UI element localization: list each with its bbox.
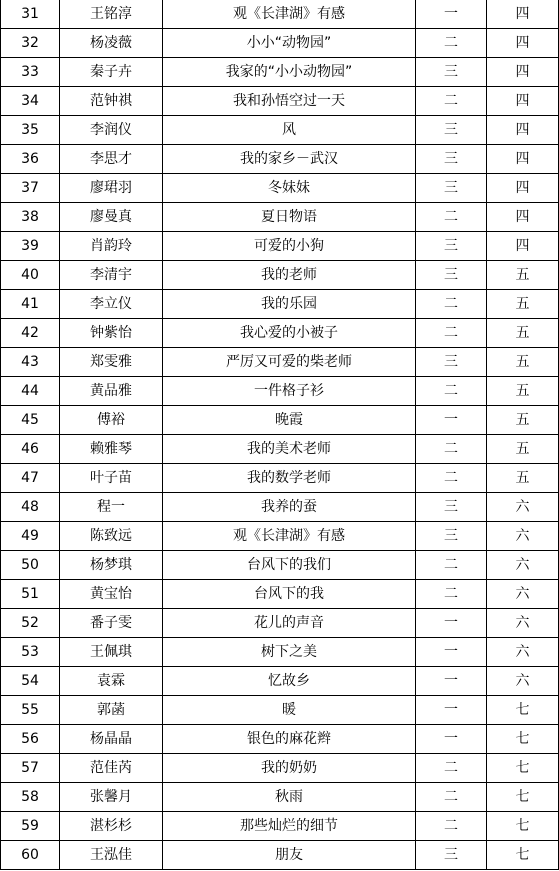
row-number-cell: 45 (1, 406, 60, 435)
award-level-cell: 二 (416, 290, 487, 319)
row-number-cell: 35 (1, 116, 60, 145)
essay-title-cell: 我养的蚕 (163, 493, 416, 522)
award-level-cell: 一 (416, 725, 487, 754)
essay-title-cell: 冬妹妹 (163, 174, 416, 203)
student-name-cell: 赖雅琴 (60, 435, 163, 464)
table-row (1, 522, 559, 551)
row-number-cell: 52 (1, 609, 60, 638)
essay-title-cell: 观《长津湖》有感 (163, 522, 416, 551)
essay-title-cell: 夏日物语 (163, 203, 416, 232)
essay-title-cell: 我的美术老师 (163, 435, 416, 464)
essay-title-cell: 忆故乡 (163, 667, 416, 696)
table-row (1, 464, 559, 493)
essay-title-cell: 我的数学老师 (163, 464, 416, 493)
table-row (1, 348, 559, 377)
award-level-cell: 三 (416, 348, 487, 377)
award-level-cell: 二 (416, 435, 487, 464)
award-level-cell: 二 (416, 464, 487, 493)
student-name-cell: 陈致远 (60, 522, 163, 551)
student-name-cell: 程一 (60, 493, 163, 522)
row-number-cell: 55 (1, 696, 60, 725)
award-level-cell: 三 (416, 116, 487, 145)
grade-cell: 四 (487, 203, 559, 232)
table-row (1, 696, 559, 725)
row-number-cell: 56 (1, 725, 60, 754)
row-number-cell: 33 (1, 58, 60, 87)
student-name-cell: 廖曼真 (60, 203, 163, 232)
table-row (1, 783, 559, 812)
essay-title-cell: 暖 (163, 696, 416, 725)
award-level-cell: 三 (416, 261, 487, 290)
award-level-cell: 三 (416, 232, 487, 261)
award-level-cell: 三 (416, 841, 487, 870)
award-level-cell: 三 (416, 174, 487, 203)
table-row (1, 551, 559, 580)
essay-title-cell: 树下之美 (163, 638, 416, 667)
essay-title-cell: 台风下的我 (163, 580, 416, 609)
grade-cell: 七 (487, 812, 559, 841)
grade-cell: 六 (487, 551, 559, 580)
grade-cell: 六 (487, 580, 559, 609)
grade-cell: 五 (487, 261, 559, 290)
essay-title-cell: 我的乐园 (163, 290, 416, 319)
award-level-cell: 三 (416, 145, 487, 174)
award-level-cell: 三 (416, 58, 487, 87)
student-name-cell: 傅裕 (60, 406, 163, 435)
table-row (1, 812, 559, 841)
grade-cell: 四 (487, 58, 559, 87)
student-name-cell: 廖珺羽 (60, 174, 163, 203)
student-name-cell: 湛杉杉 (60, 812, 163, 841)
grade-cell: 四 (487, 87, 559, 116)
award-level-cell: 一 (416, 406, 487, 435)
grade-cell: 六 (487, 667, 559, 696)
grade-cell: 六 (487, 522, 559, 551)
row-number-cell: 40 (1, 261, 60, 290)
grade-cell: 四 (487, 174, 559, 203)
award-level-cell: 二 (416, 203, 487, 232)
table-row (1, 580, 559, 609)
row-number-cell: 37 (1, 174, 60, 203)
student-name-cell: 钟紫怡 (60, 319, 163, 348)
student-name-cell: 杨梦琪 (60, 551, 163, 580)
essay-title-cell: 晚霞 (163, 406, 416, 435)
grade-cell: 七 (487, 696, 559, 725)
row-number-cell: 32 (1, 29, 60, 58)
row-number-cell: 36 (1, 145, 60, 174)
row-number-cell: 43 (1, 348, 60, 377)
student-name-cell: 杨晶晶 (60, 725, 163, 754)
student-name-cell: 范钟祺 (60, 87, 163, 116)
grade-cell: 六 (487, 493, 559, 522)
student-name-cell: 李润仪 (60, 116, 163, 145)
table-row (1, 435, 559, 464)
award-level-cell: 一 (416, 696, 487, 725)
row-number-cell: 59 (1, 812, 60, 841)
row-number-cell: 49 (1, 522, 60, 551)
grade-cell: 七 (487, 725, 559, 754)
essay-title-cell: 秋雨 (163, 783, 416, 812)
essay-title-cell: 可爱的小狗 (163, 232, 416, 261)
essay-title-cell: 观《长津湖》有感 (163, 0, 416, 29)
table-row (1, 58, 559, 87)
essay-title-cell: 朋友 (163, 841, 416, 870)
grade-cell: 七 (487, 841, 559, 870)
student-name-cell: 郭菡 (60, 696, 163, 725)
essay-title-cell: 我的老师 (163, 261, 416, 290)
row-number-cell: 54 (1, 667, 60, 696)
table-row (1, 638, 559, 667)
grade-cell: 四 (487, 0, 559, 29)
student-name-cell: 番子雯 (60, 609, 163, 638)
award-level-cell: 二 (416, 87, 487, 116)
student-name-cell: 王铭淳 (60, 0, 163, 29)
table-row (1, 841, 559, 870)
table-row (1, 145, 559, 174)
award-level-cell: 二 (416, 377, 487, 406)
grade-cell: 五 (487, 435, 559, 464)
table-row (1, 609, 559, 638)
table-row (1, 203, 559, 232)
grade-cell: 五 (487, 348, 559, 377)
essay-title-cell: 我心爱的小被子 (163, 319, 416, 348)
grade-cell: 四 (487, 232, 559, 261)
essay-title-cell: 银色的麻花辫 (163, 725, 416, 754)
grade-cell: 六 (487, 609, 559, 638)
table-row (1, 116, 559, 145)
award-level-cell: 三 (416, 493, 487, 522)
table-row (1, 406, 559, 435)
row-number-cell: 60 (1, 841, 60, 870)
essay-title-cell: 风 (163, 116, 416, 145)
results-table-body (1, 0, 559, 870)
student-name-cell: 李清宇 (60, 261, 163, 290)
row-number-cell: 31 (1, 0, 60, 29)
essay-title-cell: 那些灿烂的细节 (163, 812, 416, 841)
student-name-cell: 叶子苗 (60, 464, 163, 493)
award-level-cell: 二 (416, 754, 487, 783)
table-row (1, 261, 559, 290)
essay-title-cell: 一件格子衫 (163, 377, 416, 406)
student-name-cell: 李立仪 (60, 290, 163, 319)
row-number-cell: 38 (1, 203, 60, 232)
student-name-cell: 郑雯雅 (60, 348, 163, 377)
student-name-cell: 范佳芮 (60, 754, 163, 783)
essay-title-cell: 花儿的声音 (163, 609, 416, 638)
student-name-cell: 袁霖 (60, 667, 163, 696)
award-level-cell: 二 (416, 319, 487, 348)
essay-title-cell: 严厉又可爱的柴老师 (163, 348, 416, 377)
row-number-cell: 44 (1, 377, 60, 406)
grade-cell: 五 (487, 290, 559, 319)
student-name-cell: 肖韵玲 (60, 232, 163, 261)
grade-cell: 五 (487, 406, 559, 435)
row-number-cell: 57 (1, 754, 60, 783)
row-number-cell: 50 (1, 551, 60, 580)
grade-cell: 四 (487, 145, 559, 174)
grade-cell: 四 (487, 116, 559, 145)
award-level-cell: 一 (416, 638, 487, 667)
row-number-cell: 53 (1, 638, 60, 667)
table-row (1, 232, 559, 261)
student-name-cell: 黄宝怡 (60, 580, 163, 609)
essay-title-cell: 我家的“小小动物园” (163, 58, 416, 87)
essay-title-cell: 我的家乡－武汉 (163, 145, 416, 174)
award-level-cell: 一 (416, 667, 487, 696)
row-number-cell: 42 (1, 319, 60, 348)
table-row (1, 377, 559, 406)
row-number-cell: 51 (1, 580, 60, 609)
row-number-cell: 58 (1, 783, 60, 812)
student-name-cell: 秦子卉 (60, 58, 163, 87)
student-name-cell: 黄品雅 (60, 377, 163, 406)
row-number-cell: 46 (1, 435, 60, 464)
table-row (1, 754, 559, 783)
table-row (1, 0, 559, 29)
student-name-cell: 王佩琪 (60, 638, 163, 667)
row-number-cell: 48 (1, 493, 60, 522)
table-row (1, 667, 559, 696)
student-name-cell: 张馨月 (60, 783, 163, 812)
student-name-cell: 杨凌薇 (60, 29, 163, 58)
table-row (1, 319, 559, 348)
grade-cell: 七 (487, 783, 559, 812)
row-number-cell: 39 (1, 232, 60, 261)
grade-cell: 七 (487, 754, 559, 783)
table-row (1, 87, 559, 116)
grade-cell: 五 (487, 377, 559, 406)
essay-title-cell: 台风下的我们 (163, 551, 416, 580)
row-number-cell: 34 (1, 87, 60, 116)
award-level-cell: 二 (416, 783, 487, 812)
essay-title-cell: 我和孙悟空过一天 (163, 87, 416, 116)
essay-title-cell: 小小“动物园” (163, 29, 416, 58)
row-number-cell: 47 (1, 464, 60, 493)
essay-title-cell: 我的奶奶 (163, 754, 416, 783)
student-name-cell: 李思才 (60, 145, 163, 174)
grade-cell: 五 (487, 319, 559, 348)
table-row (1, 493, 559, 522)
award-level-cell: 二 (416, 580, 487, 609)
table-row (1, 29, 559, 58)
award-level-cell: 一 (416, 0, 487, 29)
grade-cell: 六 (487, 638, 559, 667)
award-level-cell: 二 (416, 551, 487, 580)
student-name-cell: 王泓佳 (60, 841, 163, 870)
table-row (1, 725, 559, 754)
table-row (1, 174, 559, 203)
grade-cell: 四 (487, 29, 559, 58)
award-level-cell: 二 (416, 812, 487, 841)
grade-cell: 五 (487, 464, 559, 493)
award-level-cell: 一 (416, 609, 487, 638)
table-row (1, 290, 559, 319)
award-level-cell: 二 (416, 29, 487, 58)
row-number-cell: 41 (1, 290, 60, 319)
award-level-cell: 三 (416, 522, 487, 551)
